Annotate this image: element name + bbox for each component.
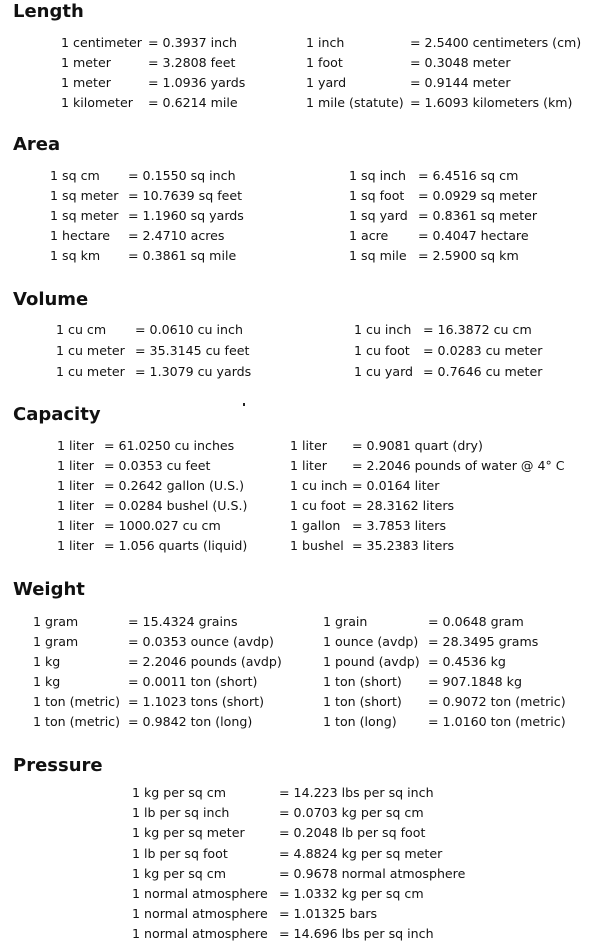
conversion-value: = 2.4710 acres (128, 228, 225, 243)
unit-label: 1 meter (61, 75, 111, 90)
conversion-value: = 0.2048 lb per sq foot (279, 825, 426, 840)
conversion-value: = 1.1023 tons (short) (128, 694, 265, 709)
unit-label: 1 hectare (50, 228, 110, 243)
conversion-value: = 1.01325 bars (279, 906, 378, 921)
unit-label: 1 ton (short) (323, 674, 402, 689)
unit-label: 1 gram (33, 634, 79, 649)
unit-label: 1 ton (short) (323, 694, 402, 709)
conversion-value: = 0.1550 sq inch (128, 168, 236, 183)
unit-label: 1 liter (57, 478, 94, 493)
unit-label: 1 liter (290, 458, 327, 473)
unit-label: 1 cu inch (290, 478, 348, 493)
unit-label: 1 foot (306, 55, 343, 70)
unit-label: 1 ounce (avdp) (323, 634, 419, 649)
unit-label: 1 sq meter (50, 208, 119, 223)
unit-label: 1 sq meter (50, 188, 119, 203)
conversion-value: = 0.3937 inch (148, 35, 238, 50)
unit-label: 1 kg (33, 674, 61, 689)
unit-label: 1 mile (statute) (306, 95, 404, 110)
conversion-value: = 0.6214 mile (148, 95, 238, 110)
conversion-value: = 1.0160 ton (metric) (428, 714, 566, 729)
conversion-value: = 1000.027 cu cm (104, 518, 221, 533)
section-title-capacity: Capacity (13, 404, 101, 425)
conversion-value: = 0.0283 cu meter (423, 343, 543, 358)
unit-label: 1 kg per sq cm (132, 866, 226, 881)
unit-label: 1 centimeter (61, 35, 142, 50)
unit-label: 1 cu meter (56, 364, 125, 379)
unit-label: 1 sq foot (349, 188, 405, 203)
unit-label: 1 cu foot (290, 498, 346, 513)
unit-label: 1 liter (57, 538, 94, 553)
unit-label: 1 sq mile (349, 248, 407, 263)
conversion-value: = 2.5900 sq km (418, 248, 519, 263)
conversion-value: = 4.8824 kg per sq meter (279, 846, 443, 861)
unit-label: 1 liter (57, 438, 94, 453)
conversion-value: = 10.7639 sq feet (128, 188, 243, 203)
unit-label: 1 liter (57, 518, 94, 533)
unit-label: 1 lb per sq foot (132, 846, 228, 861)
unit-label: 1 normal atmosphere (132, 906, 268, 921)
conversion-value: = 1.056 quarts (liquid) (104, 538, 248, 553)
unit-label: 1 cu cm (56, 322, 107, 337)
conversion-value: = 6.4516 sq cm (418, 168, 519, 183)
conversion-value: = 28.3162 liters (352, 498, 455, 513)
conversion-value: = 907.1848 kg (428, 674, 522, 689)
unit-label: 1 lb per sq inch (132, 805, 230, 820)
unit-label: 1 sq cm (50, 168, 100, 183)
unit-label: 1 kg per sq meter (132, 825, 245, 840)
print-speck (243, 403, 245, 406)
section-title-length: Length (13, 1, 84, 22)
conversion-value: = 0.0610 cu inch (135, 322, 243, 337)
conversion-value: = 0.9678 normal atmosphere (279, 866, 466, 881)
conversion-value: = 0.9842 ton (long) (128, 714, 253, 729)
unit-label: 1 ton (metric) (33, 694, 121, 709)
conversion-value: = 2.2046 pounds of water @ 4° C (352, 458, 565, 473)
unit-label: 1 acre (349, 228, 389, 243)
conversion-value: = 0.0353 cu feet (104, 458, 211, 473)
unit-label: 1 ton (metric) (33, 714, 121, 729)
unit-label: 1 kg (33, 654, 61, 669)
conversion-value: = 61.0250 cu inches (104, 438, 235, 453)
conversion-value: = 2.2046 pounds (avdp) (128, 654, 282, 669)
unit-label: 1 sq yard (349, 208, 408, 223)
unit-label: 1 normal atmosphere (132, 886, 268, 901)
unit-label: 1 normal atmosphere (132, 926, 268, 941)
unit-label: 1 sq inch (349, 168, 406, 183)
conversion-value: = 28.3495 grams (428, 634, 539, 649)
conversion-value: = 0.7646 cu meter (423, 364, 543, 379)
conversion-value: = 0.8361 sq meter (418, 208, 538, 223)
unit-label: 1 ton (long) (323, 714, 397, 729)
unit-label: 1 sq km (50, 248, 101, 263)
conversion-value: = 0.0703 kg per sq cm (279, 805, 424, 820)
unit-label: 1 inch (306, 35, 345, 50)
conversion-value: = 3.2808 feet (148, 55, 236, 70)
conversion-value: = 15.4324 grains (128, 614, 238, 629)
conversion-value: = 1.1960 sq yards (128, 208, 244, 223)
section-title-weight: Weight (13, 579, 85, 600)
conversion-value: = 35.3145 cu feet (135, 343, 250, 358)
section-title-pressure: Pressure (13, 755, 103, 776)
unit-label: 1 pound (avdp) (323, 654, 420, 669)
conversion-value: = 16.3872 cu cm (423, 322, 532, 337)
conversion-value: = 1.3079 cu yards (135, 364, 252, 379)
conversion-value: = 0.9081 quart (dry) (352, 438, 483, 453)
conversion-value: = 0.9144 meter (410, 75, 511, 90)
conversion-value: = 2.5400 centimeters (cm) (410, 35, 582, 50)
unit-label: 1 cu foot (354, 343, 410, 358)
unit-label: 1 cu meter (56, 343, 125, 358)
conversion-value: = 0.9072 ton (metric) (428, 694, 566, 709)
unit-label: 1 meter (61, 55, 111, 70)
conversion-value: = 1.0936 yards (148, 75, 246, 90)
conversion-value: = 1.0332 kg per sq cm (279, 886, 424, 901)
conversion-value: = 0.2642 gallon (U.S.) (104, 478, 245, 493)
conversion-value: = 0.0648 gram (428, 614, 524, 629)
conversion-value: = 0.0284 bushel (U.S.) (104, 498, 248, 513)
conversion-value: = 14.696 lbs per sq inch (279, 926, 434, 941)
unit-label: 1 cu inch (354, 322, 412, 337)
conversion-value: = 3.7853 liters (352, 518, 447, 533)
unit-label: 1 gallon (290, 518, 341, 533)
conversion-value: = 0.4047 hectare (418, 228, 529, 243)
conversion-value: = 1.6093 kilometers (km) (410, 95, 573, 110)
unit-label: 1 liter (290, 438, 327, 453)
unit-label: 1 kilometer (61, 95, 133, 110)
unit-label: 1 liter (57, 498, 94, 513)
conversion-value: = 35.2383 liters (352, 538, 455, 553)
conversion-value: = 0.4536 kg (428, 654, 506, 669)
conversion-value: = 14.223 lbs per sq inch (279, 785, 434, 800)
unit-label: 1 bushel (290, 538, 344, 553)
unit-label: 1 yard (306, 75, 347, 90)
conversion-value: = 0.3861 sq mile (128, 248, 237, 263)
unit-label: 1 kg per sq cm (132, 785, 226, 800)
conversion-value: = 0.0353 ounce (avdp) (128, 634, 274, 649)
section-title-volume: Volume (13, 289, 89, 310)
unit-label: 1 liter (57, 458, 94, 473)
conversion-value: = 0.3048 meter (410, 55, 511, 70)
unit-label: 1 gram (33, 614, 79, 629)
section-title-area: Area (13, 134, 61, 155)
conversion-value: = 0.0011 ton (short) (128, 674, 258, 689)
conversion-value: = 0.0929 sq meter (418, 188, 538, 203)
conversion-value: = 0.0164 liter (352, 478, 440, 493)
unit-label: 1 cu yard (354, 364, 414, 379)
unit-label: 1 grain (323, 614, 368, 629)
